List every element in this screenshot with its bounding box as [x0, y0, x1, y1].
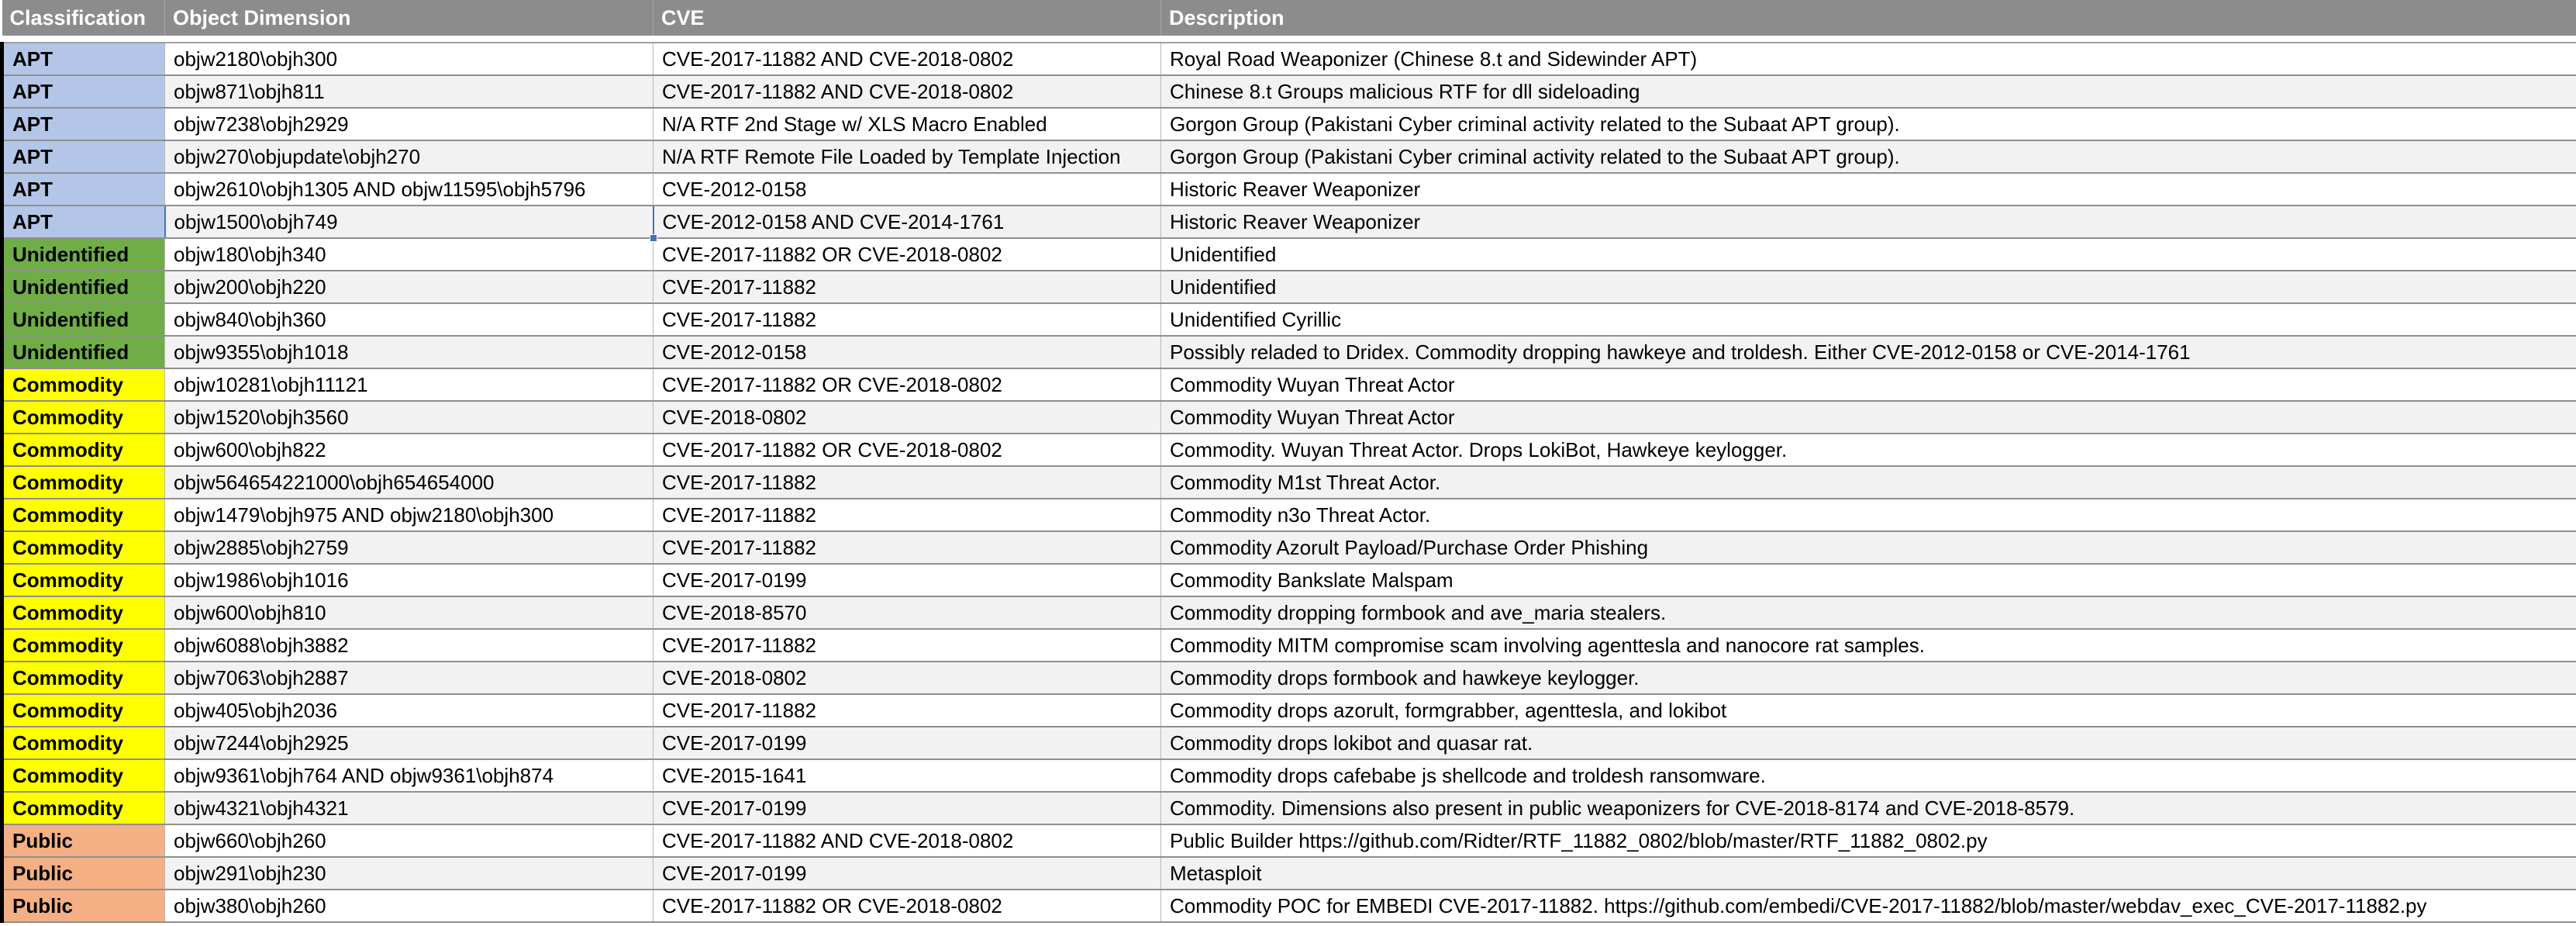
description-cell[interactable]: Commodity dropping formbook and ave_maria stealers.: [1161, 596, 2576, 629]
table-row: [2, 466, 2576, 499]
classification-cell[interactable]: Unidentified: [2, 336, 165, 368]
object-dimension-cell[interactable]: objw7244\objh2925: [165, 727, 653, 759]
description-cell[interactable]: Unidentified: [1161, 238, 2576, 271]
table-row: [2, 434, 2576, 466]
table-row: [2, 43, 2576, 75]
description-cell[interactable]: Commodity. Wuyan Threat Actor. Drops LokiBot, Hawkeye keylogger.: [1161, 434, 2576, 466]
object-dimension-cell[interactable]: objw871\objh811: [165, 75, 653, 108]
description-cell[interactable]: Commodity Bankslate Malspam: [1161, 564, 2576, 596]
cve-cell[interactable]: CVE-2017-11882: [653, 694, 1161, 727]
object-dimension-cell[interactable]: objw2885\objh2759: [165, 531, 653, 564]
table-row: [2, 401, 2576, 434]
table-row: [2, 271, 2576, 303]
classification-cell[interactable]: APT: [2, 108, 165, 140]
spacer-cell: [653, 36, 1161, 43]
cve-cell[interactable]: CVE-2018-8570: [653, 596, 1161, 629]
cve-cell[interactable]: CVE-2017-11882 OR CVE-2018-0802: [653, 238, 1161, 271]
classification-cell[interactable]: Commodity: [2, 434, 165, 466]
table-row: [2, 792, 2576, 824]
object-dimension-cell[interactable]: objw291\objh230: [165, 857, 653, 890]
header-description[interactable]: Description: [1161, 0, 2576, 36]
cve-cell[interactable]: CVE-2017-11882: [653, 629, 1161, 662]
classification-cell[interactable]: Commodity: [2, 694, 165, 727]
object-dimension-cell[interactable]: objw564654221000\objh654654000: [165, 466, 653, 499]
description-cell[interactable]: Gorgon Group (Pakistani Cyber criminal activity related to the Subaat APT group).: [1161, 108, 2576, 140]
table-row: [2, 368, 2576, 401]
object-dimension-cell[interactable]: objw7063\objh2887: [165, 662, 653, 694]
classification-cell[interactable]: Commodity: [2, 368, 165, 401]
description-cell[interactable]: Commodity drops lokibot and quasar rat.: [1161, 727, 2576, 759]
classification-cell[interactable]: APT: [2, 75, 165, 108]
table-row: [2, 727, 2576, 759]
header-object-dimension[interactable]: Object Dimension: [165, 0, 653, 36]
classification-cell[interactable]: APT: [2, 206, 165, 238]
classification-cell[interactable]: Public: [2, 890, 165, 922]
object-dimension-cell[interactable]: objw7238\objh2929: [165, 108, 653, 140]
cve-cell[interactable]: CVE-2017-11882 OR CVE-2018-0802: [653, 890, 1161, 922]
cve-cell[interactable]: CVE-2017-11882 AND CVE-2018-0802: [653, 824, 1161, 857]
classification-cell[interactable]: APT: [2, 43, 165, 75]
table-row: [2, 662, 2576, 694]
classification-cell[interactable]: APT: [2, 140, 165, 173]
table-row: [2, 857, 2576, 890]
classification-cell[interactable]: Commodity: [2, 662, 165, 694]
object-dimension-cell[interactable]: objw660\objh260: [165, 824, 653, 857]
classification-cell[interactable]: Commodity: [2, 792, 165, 824]
description-cell[interactable]: Commodity. Dimensions also present in public weaponizers for CVE-2018-8174 and CVE-2018-8579.: [1161, 792, 2576, 824]
description-cell[interactable]: Unidentified: [1161, 271, 2576, 303]
header-spacer-row: [2, 36, 2576, 43]
cve-cell[interactable]: CVE-2012-0158: [653, 336, 1161, 368]
classification-cell[interactable]: Commodity: [2, 564, 165, 596]
classification-cell[interactable]: Commodity: [2, 596, 165, 629]
description-cell[interactable]: Chinese 8.t Groups malicious RTF for dll sideloading: [1161, 75, 2576, 108]
spacer-cell: [2, 36, 165, 43]
table-row: [2, 694, 2576, 727]
table-row: [2, 75, 2576, 108]
cve-cell[interactable]: CVE-2017-11882 OR CVE-2018-0802: [653, 434, 1161, 466]
object-dimension-cell[interactable]: objw380\objh260: [165, 890, 653, 922]
description-cell[interactable]: Public Builder https://github.com/Ridter/RTF_11882_0802/blob/master/RTF_11882_0802.py: [1161, 824, 2576, 857]
classification-cell[interactable]: Commodity: [2, 499, 165, 531]
cve-cell[interactable]: CVE-2017-11882 OR CVE-2018-0802: [653, 368, 1161, 401]
cve-cell[interactable]: CVE-2017-0199: [653, 857, 1161, 890]
cve-cell[interactable]: CVE-2017-0199: [653, 727, 1161, 759]
spacer-cell: [1161, 36, 2576, 43]
cve-cell[interactable]: CVE-2017-0199: [653, 564, 1161, 596]
object-dimension-cell[interactable]: objw2610\objh1305 AND objw11595\objh5796: [165, 173, 653, 206]
classification-cell[interactable]: Unidentified: [2, 303, 165, 336]
cve-cell[interactable]: CVE-2018-0802: [653, 401, 1161, 434]
object-dimension-cell[interactable]: objw600\objh822: [165, 434, 653, 466]
table-row: [2, 499, 2576, 531]
table-row: [2, 824, 2576, 857]
classification-cell[interactable]: Unidentified: [2, 271, 165, 303]
object-dimension-cell[interactable]: objw405\objh2036: [165, 694, 653, 727]
table-row: [2, 564, 2576, 596]
header-classification[interactable]: Classification: [2, 0, 165, 36]
table-row: [2, 140, 2576, 173]
description-cell[interactable]: Royal Road Weaponizer (Chinese 8.t and Sidewinder APT): [1161, 43, 2576, 75]
table-row: [2, 303, 2576, 336]
description-cell[interactable]: Commodity Wuyan Threat Actor: [1161, 368, 2576, 401]
cve-cell[interactable]: CVE-2012-0158 AND CVE-2014-1761: [653, 206, 1161, 238]
cve-cell[interactable]: CVE-2012-0158: [653, 173, 1161, 206]
description-cell[interactable]: Unidentified Cyrillic: [1161, 303, 2576, 336]
spacer-cell: [165, 36, 653, 43]
cve-cell[interactable]: CVE-2017-11882: [653, 499, 1161, 531]
table-row: [2, 173, 2576, 206]
object-dimension-cell[interactable]: objw6088\objh3882: [165, 629, 653, 662]
classification-cell[interactable]: Public: [2, 857, 165, 890]
table-row: [2, 238, 2576, 271]
cve-cell[interactable]: CVE-2017-11882: [653, 466, 1161, 499]
cve-cell[interactable]: N/A RTF Remote File Loaded by Template Injection: [653, 140, 1161, 173]
table-row: [2, 759, 2576, 792]
description-cell[interactable]: Commodity drops formbook and hawkeye keylogger.: [1161, 662, 2576, 694]
selected-cell[interactable]: objw1500\objh749: [165, 206, 653, 238]
cve-cell[interactable]: CVE-2017-0199: [653, 792, 1161, 824]
classification-cell[interactable]: Public: [2, 824, 165, 857]
header-row: [2, 0, 2576, 36]
object-dimension-cell[interactable]: objw2180\objh300: [165, 43, 653, 75]
cve-cell[interactable]: CVE-2017-11882: [653, 531, 1161, 564]
cve-cell[interactable]: CVE-2018-0802: [653, 662, 1161, 694]
cve-cell[interactable]: CVE-2017-11882: [653, 303, 1161, 336]
classification-cell[interactable]: Commodity: [2, 531, 165, 564]
description-cell[interactable]: Commodity MITM compromise scam involving agenttesla and nanocore rat samples.: [1161, 629, 2576, 662]
table-row: [2, 890, 2576, 922]
object-dimension-cell[interactable]: objw840\objh360: [165, 303, 653, 336]
description-cell[interactable]: Possibly reladed to Dridex. Commodity dropping hawkeye and troldesh. Either CVE-2012-0158 or CVE-2014-1761: [1161, 336, 2576, 368]
description-cell[interactable]: Metasploit: [1161, 857, 2576, 890]
object-dimension-cell[interactable]: objw1520\objh3560: [165, 401, 653, 434]
cve-cell[interactable]: CVE-2017-11882: [653, 271, 1161, 303]
description-cell[interactable]: Commodity Wuyan Threat Actor: [1161, 401, 2576, 434]
object-dimension-cell[interactable]: objw180\objh340: [165, 238, 653, 271]
table-row: [2, 629, 2576, 662]
classification-cell[interactable]: Commodity: [2, 727, 165, 759]
classification-cell[interactable]: Unidentified: [2, 238, 165, 271]
header-cve[interactable]: CVE: [653, 0, 1161, 36]
object-dimension-cell[interactable]: objw4321\objh4321: [165, 792, 653, 824]
object-dimension-cell[interactable]: objw200\objh220: [165, 271, 653, 303]
description-cell[interactable]: Commodity drops cafebabe js shellcode and troldesh ransomware.: [1161, 759, 2576, 792]
object-dimension-cell[interactable]: objw600\objh810: [165, 596, 653, 629]
object-dimension-cell[interactable]: objw9355\objh1018: [165, 336, 653, 368]
object-dimension-cell[interactable]: objw10281\objh11121: [165, 368, 653, 401]
object-dimension-cell[interactable]: objw1479\objh975 AND objw2180\objh300: [165, 499, 653, 531]
object-dimension-cell[interactable]: objw1986\objh1016: [165, 564, 653, 596]
description-cell[interactable]: Historic Reaver Weaponizer: [1161, 173, 2576, 206]
table-row: [2, 206, 2576, 238]
table-row: [2, 596, 2576, 629]
classification-cell[interactable]: APT: [2, 173, 165, 206]
cve-cell[interactable]: CVE-2017-11882 AND CVE-2018-0802: [653, 43, 1161, 75]
description-cell[interactable]: Historic Reaver Weaponizer: [1161, 206, 2576, 238]
description-cell[interactable]: Commodity Azorult Payload/Purchase Order Phishing: [1161, 531, 2576, 564]
table-body: [2, 43, 2576, 922]
description-cell[interactable]: Commodity M1st Threat Actor.: [1161, 466, 2576, 499]
table-row: [2, 108, 2576, 140]
description-cell[interactable]: Commodity n3o Threat Actor.: [1161, 499, 2576, 531]
cve-cell[interactable]: N/A RTF 2nd Stage w/ XLS Macro Enabled: [653, 108, 1161, 140]
classification-cell[interactable]: Commodity: [2, 629, 165, 662]
description-cell[interactable]: Commodity POC for EMBEDI CVE-2017-11882. https://github.com/embedi/CVE-2017-11882/blob/master/webdav_exec_CVE-2017-11882.py: [1161, 890, 2576, 922]
classification-cell[interactable]: Commodity: [2, 759, 165, 792]
cell-fill-handle[interactable]: [650, 234, 657, 242]
description-cell[interactable]: Commodity drops azorult, formgrabber, agenttesla, and lokibot: [1161, 694, 2576, 727]
classification-cell[interactable]: Commodity: [2, 401, 165, 434]
description-cell[interactable]: Gorgon Group (Pakistani Cyber criminal activity related to the Subaat APT group).: [1161, 140, 2576, 173]
cve-cell[interactable]: CVE-2015-1641: [653, 759, 1161, 792]
table-row: [2, 531, 2576, 564]
object-dimension-cell[interactable]: objw270\objupdate\objh270: [165, 140, 653, 173]
cve-cell[interactable]: CVE-2017-11882 AND CVE-2018-0802: [653, 75, 1161, 108]
classification-cell[interactable]: Commodity: [2, 466, 165, 499]
object-dimension-cell[interactable]: objw9361\objh764 AND objw9361\objh874: [165, 759, 653, 792]
table-row: [2, 336, 2576, 368]
